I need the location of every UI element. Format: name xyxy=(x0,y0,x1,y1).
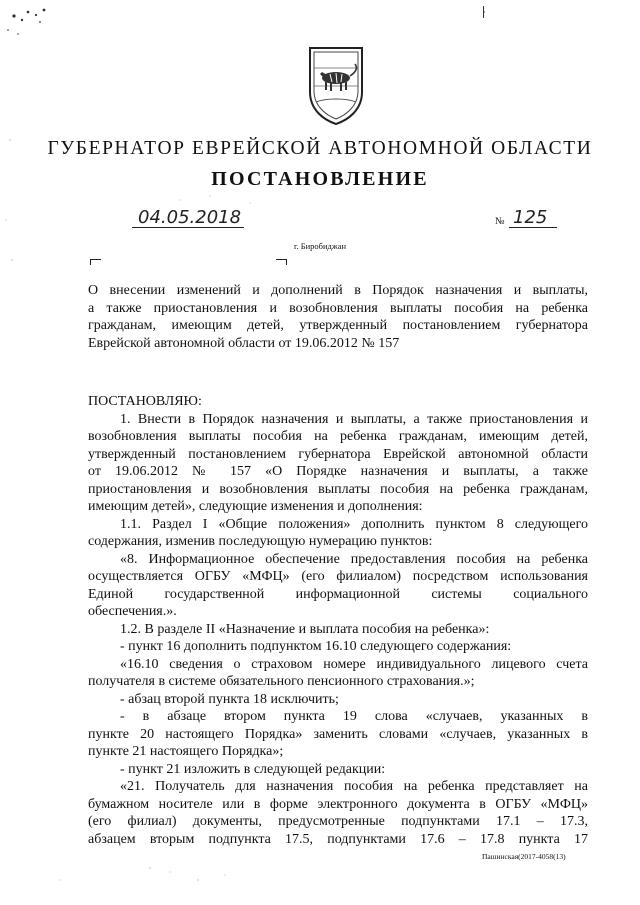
title-corner-left xyxy=(90,259,101,265)
subject-line: О внесении изменений и дополнений в Порядок назначения и выплаты, xyxy=(88,283,588,298)
body-line: абзацем вторым подпункта 17.5, подпунктами 17.6 – 17.8 пункта 17 xyxy=(88,831,588,847)
number-underline xyxy=(509,227,557,228)
body-line: содержания, изменив последующую нумерацию пунктов: xyxy=(88,534,433,549)
decree-heading: ПОСТАНОВЛЯЮ: xyxy=(88,394,202,409)
subject-line: гражданам, имеющим детей, утвержденный постановлением губернатора xyxy=(88,318,588,333)
subject-line: Еврейской автономной области от 19.06.2012 № 157 xyxy=(88,335,400,351)
body-line: возобновления выплаты пособия на ребенка гражданам, имеющим детей, xyxy=(88,429,588,444)
document-date: 04.05.2018 xyxy=(138,207,242,228)
body-line: 1. Внести в Порядок назначения и выплаты, а также приостановления и xyxy=(120,411,588,427)
subject-line: а также приостановления и возобновления выплаты пособия на ребенка xyxy=(88,300,588,316)
body-line: Единой государственной информационной системы социального xyxy=(88,586,588,602)
document-subject xyxy=(88,282,588,352)
body-line: имеющим детей», следующие изменения и дополнения: xyxy=(88,499,423,514)
city-label: г. Биробиджан xyxy=(293,241,347,251)
coat-of-arms-emblem xyxy=(304,44,368,126)
body-line: 1.1. Раздел I «Общие положения» дополнить пунктом 8 следующего xyxy=(120,516,588,532)
body-line: получателя в системе обязательного пенсионного страхования.»; xyxy=(88,674,475,689)
document-number: 125 xyxy=(513,207,548,228)
body-line: от 19.06.2012 № 157 «О Порядке назначения и выплаты, а также xyxy=(88,464,588,479)
date-underline xyxy=(132,227,244,228)
body-line: - в абзаце втором пункта 19 слова «случаев, указанных в xyxy=(120,709,588,724)
body-line: - пункт 21 изложить в следующей редакции: xyxy=(120,761,386,777)
document-body xyxy=(88,393,588,848)
body-line: «8. Информационное обеспечение предоставления пособия на ребенка xyxy=(120,551,588,567)
body-line: 1.2. В разделе II «Назначение и выплата пособия на ребенка»: xyxy=(120,621,490,637)
number-sign: № xyxy=(495,216,505,227)
body-line: - абзац второй пункта 18 исключить; xyxy=(120,691,339,707)
body-line: пункте 21 настоящего Порядка»; xyxy=(88,744,284,759)
issuing-authority: ГУБЕРНАТОР ЕВРЕЙСКОЙ АВТОНОМНОЙ ОБЛАСТИ xyxy=(47,138,593,159)
body-line: - пункт 16 дополнить подпунктом 16.10 следующего содержания: xyxy=(120,639,512,654)
document-type-title: ПОСТАНОВЛЕНИЕ xyxy=(211,168,429,190)
body-line: утвержденный постановлением губернатора Еврейской автономной области xyxy=(88,446,588,462)
body-line: (его филиал) документы, предусмотренные подпунктами 17.1 – 17.3, xyxy=(88,814,588,829)
body-line: пункте 20 настоящего Порядка» заменить словами «случаев, указанных в xyxy=(88,726,588,742)
footer-code: Пашинская(2017-4058(13) xyxy=(482,852,566,861)
body-line: «16.10 сведения о страховом номере индивидуального лицевого счета xyxy=(120,656,588,672)
body-line: приостановления и возобновления выплаты пособия на ребенка гражданам, xyxy=(88,481,588,497)
body-line: осуществляется ОГБУ «МФЦ» (его филиалом) посредством использования xyxy=(88,569,588,584)
body-line: «21. Получатель для назначения пособия на ребенка представляет на xyxy=(120,779,588,794)
body-line: бумажном носителе или в форме электронного документа в ОГБУ «МФЦ» xyxy=(88,796,588,812)
title-corner-right xyxy=(276,259,287,265)
body-line: обеспечения.». xyxy=(88,604,177,619)
